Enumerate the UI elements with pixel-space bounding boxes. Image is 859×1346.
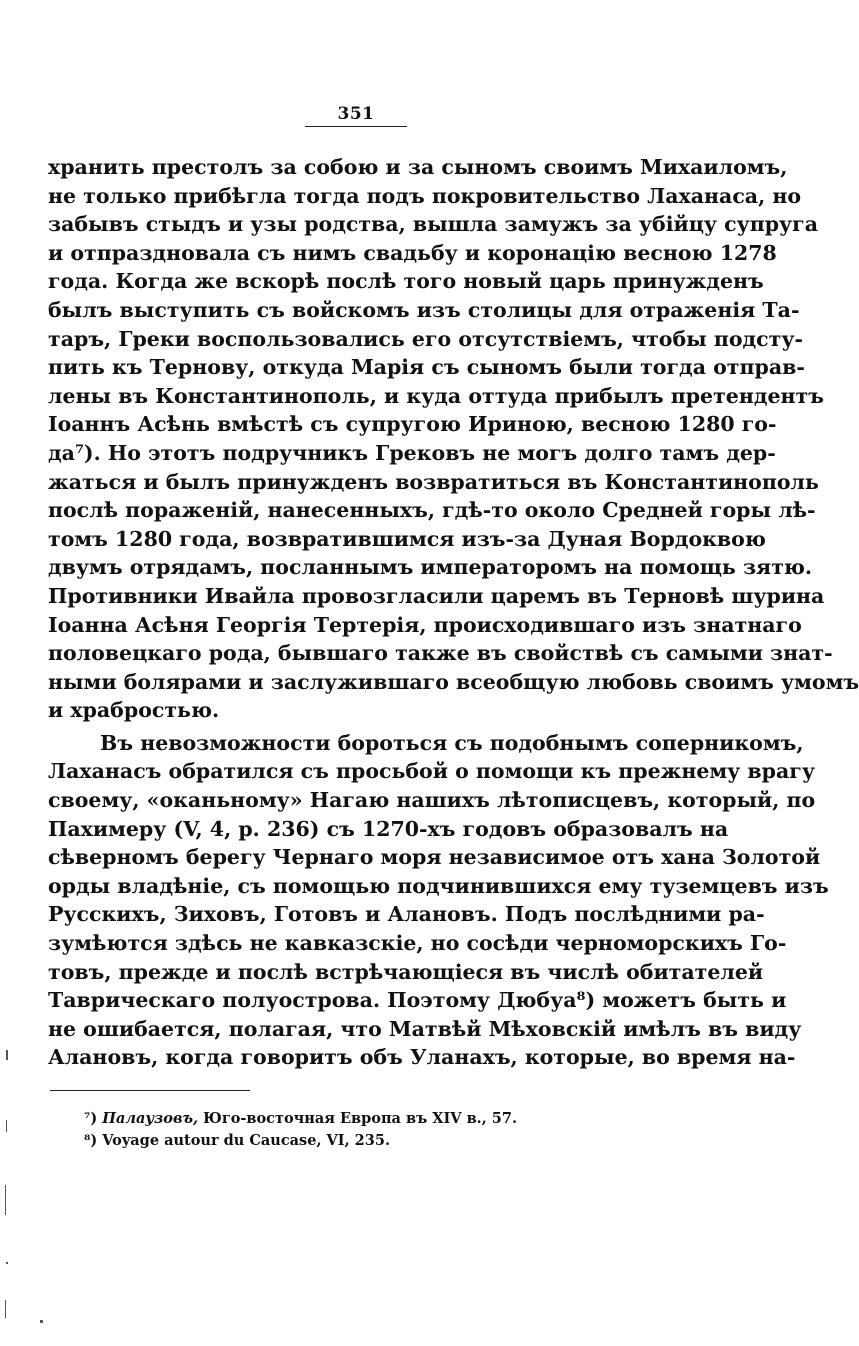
main-text (48, 153, 859, 1072)
footnote-mark: ⁸) (84, 1132, 98, 1149)
text-line: забывъ стыдъ и узы родства, вышла замужъ за убійцу супруга (48, 212, 819, 237)
text-line: Алановъ, когда говоритъ объ Уланахъ, которые, во время на- (48, 1045, 796, 1070)
text-line: томъ 1280 года, возвратившимся изъ-за Дуная Вордоквою (48, 526, 766, 551)
text-line: лены въ Константинополь, и куда оттуда прибылъ претендентъ (48, 383, 824, 408)
scan-speck (6, 1050, 8, 1060)
footnote-text: Юго-восточная Европа въ XIV в., 57. (198, 1110, 518, 1127)
text-line: Противники Ивайла провозгласили царемъ въ Терновѣ шурина (48, 583, 825, 608)
footnote-7 (84, 1108, 644, 1130)
text-line: и храбростью. (48, 698, 220, 723)
text-line: послѣ пораженій, нанесенныхъ, гдѣ-то около Средней горы лѣ- (48, 498, 816, 523)
footnote-author: Палаузовъ, (102, 1110, 199, 1127)
scan-speck (6, 1262, 8, 1264)
text-line: Русскихъ, Зиховъ, Готовъ и Алановъ. Подъ послѣдними ра- (48, 902, 765, 927)
text-line: хранить престолъ за собою и за сыномъ своимъ Михаиломъ, (48, 155, 788, 179)
scan-speck (5, 1185, 6, 1215)
text-line: жаться и былъ принужденъ возвратиться въ Константинополь (48, 469, 819, 494)
text-line: зумѣются здѣсь не кавказскіе, но сосѣди черноморскихъ Го- (48, 931, 787, 956)
text-line: не ошибается, полагая, что Матвѣй Мѣховскій имѣлъ въ виду (48, 1016, 802, 1041)
text-line: пить къ Тернову, откуда Марія съ сыномъ были тогда отправ- (48, 355, 805, 380)
scan-speck (6, 1120, 7, 1132)
footnote-text: Voyage autour du Caucase, VI, 235. (97, 1132, 390, 1149)
text-line: сѣверномъ берегу Чернаго моря независимое отъ хана Золотой (48, 845, 821, 870)
text-line: Іоаннъ Асѣнь вмѣстѣ съ супругою Ириною, весною 1280 го- (48, 412, 777, 437)
footnote-8 (84, 1130, 644, 1152)
text-line: года. Когда же вскорѣ послѣ того новый царь принужденъ (48, 269, 764, 294)
text-line: былъ выступить съ войскомъ изъ столицы для отраженія Та- (48, 297, 800, 322)
text-line: Іоанна Асѣня Георгія Тертерія, происходившаго изъ знатнаго (48, 612, 802, 637)
text-line: не только прибѣгла тогда подъ покровительство Лаханаса, но (48, 183, 802, 208)
text-line: таръ, Греки воспользовались его отсутствіемъ, чтобы подсту- (48, 326, 803, 351)
text-line: и отпраздновала съ нимъ свадьбу и коронацію весною 1278 (48, 240, 777, 265)
text-line: половецкаго рода, бывшаго также въ свойствѣ съ самыми знат- (48, 641, 833, 666)
scan-speck (5, 1300, 6, 1318)
page-number: 351 (337, 104, 375, 124)
footnote-mark: ⁷) (84, 1110, 98, 1127)
text-line: Пахимеру (V, 4, p. 236) съ 1270-хъ годовъ образовалъ на (48, 816, 729, 841)
text-line: двумъ отрядамъ, посланнымъ императоромъ на помощь зятю. (48, 555, 813, 580)
header-rule (305, 126, 407, 127)
text-line: Лаханасъ обратился съ просьбой о помощи къ прежнему врагу (48, 759, 815, 784)
scan-speck (40, 1320, 43, 1323)
text-line: товъ, прежде и послѣ встрѣчающіеся въ числѣ обитателей (48, 959, 764, 984)
footnotes (84, 1108, 644, 1152)
text-line: Таврическаго полуострова. Поэтому Дюбуа⁸) можетъ быть и (48, 988, 787, 1013)
text-line: ными болярами и заслужившаго всеобщую любовь своимъ умомъ (48, 669, 859, 694)
text-line: своему, «оканьному» Нагаю нашихъ лѣтописцевъ, который, по (48, 788, 816, 813)
text-line: орды владѣніе, съ помощью подчинившихся ему туземцевъ изъ (48, 873, 829, 898)
text-line: Въ невозможности бороться съ подобнымъ соперникомъ, (100, 730, 804, 755)
footnote-rule (50, 1090, 250, 1091)
text-line: да⁷). Но этотъ подручникъ Грековъ не могъ долго тамъ дер- (48, 440, 776, 465)
